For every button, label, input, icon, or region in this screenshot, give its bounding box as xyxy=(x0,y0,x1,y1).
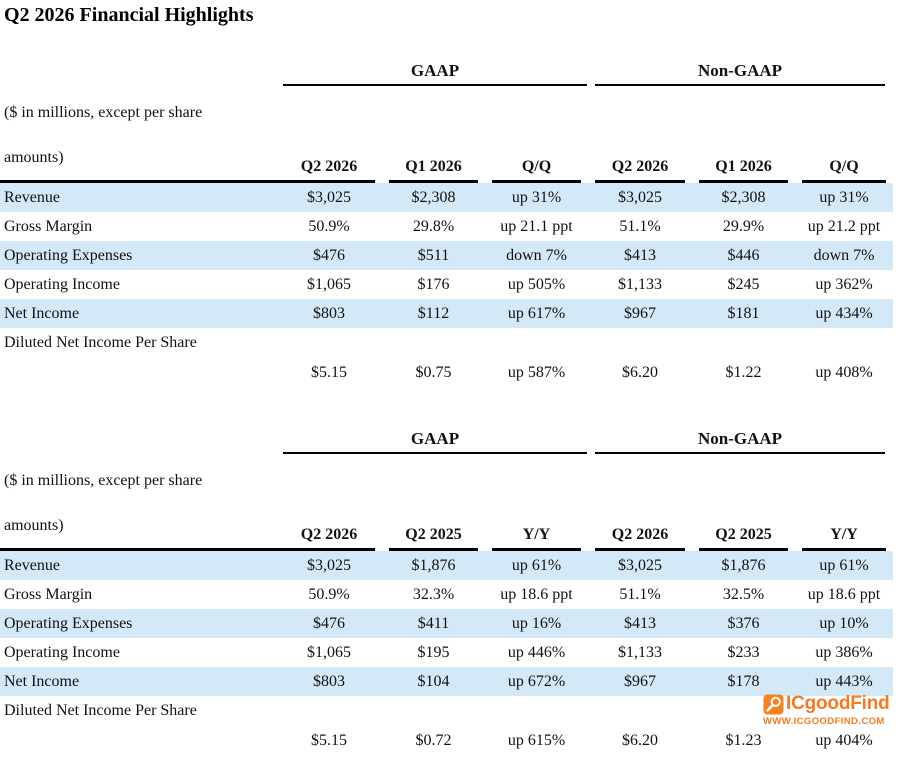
column-header: Q2 2026 xyxy=(283,86,389,183)
table-cell: 50.9% xyxy=(308,217,350,235)
table-cell: $3,025 xyxy=(595,183,699,212)
row-label: Operating Income xyxy=(4,275,120,293)
table-row xyxy=(0,638,893,667)
table-cell: 50.9% xyxy=(308,585,350,603)
table-cell: $1.22 xyxy=(725,364,762,381)
column-header: Q2 2025 xyxy=(699,454,802,551)
table-cell: up 18.6 ppt xyxy=(807,585,881,603)
watermark-logo xyxy=(763,693,899,715)
table-row xyxy=(0,580,893,609)
table-cell: $233 xyxy=(727,643,760,661)
table-cell: $5.15 xyxy=(311,732,347,749)
table-cell: up 672% xyxy=(492,667,595,696)
table-cell: $1,065 xyxy=(307,275,351,293)
column-header: Q/Q xyxy=(492,86,595,183)
table-cell: $2,308 xyxy=(389,183,492,212)
row-label: Operating Income xyxy=(4,643,120,661)
table-cell: $413 xyxy=(595,241,699,270)
table-cell: up 61% xyxy=(802,551,893,580)
table-cell: $0.72 xyxy=(415,732,452,749)
column-header: Q2 2025 xyxy=(389,454,492,551)
table-row xyxy=(0,328,893,389)
table-cell: $0.75 xyxy=(415,364,452,381)
table-cell: $181 xyxy=(699,299,802,328)
table-cell: $376 xyxy=(699,609,802,638)
table-cell: 29.9% xyxy=(722,217,765,235)
table-cell: up 587% xyxy=(507,364,566,381)
table-row xyxy=(0,270,893,299)
table-cell: 51.1% xyxy=(619,585,661,603)
units-note-line-2: amounts) xyxy=(4,149,64,166)
column-header: Q2 2026 xyxy=(283,454,389,551)
group-header-non-gaap xyxy=(595,52,893,86)
group-header-gaap-label: GAAP xyxy=(410,429,460,448)
table-cell: $5.15 xyxy=(311,364,347,381)
table-row xyxy=(0,299,893,328)
row-label: Gross Margin xyxy=(4,217,93,235)
tables-container xyxy=(0,52,899,757)
table-cell: $112 xyxy=(389,299,492,328)
table-cell: 32.5% xyxy=(722,585,765,603)
table-cell: up 362% xyxy=(815,275,873,293)
table-cell: $176 xyxy=(417,275,450,293)
table-cell: $411 xyxy=(389,609,492,638)
table-cell: $3,025 xyxy=(595,551,699,580)
table-cell: 29.8% xyxy=(412,217,455,235)
table-cell: $178 xyxy=(699,667,802,696)
row-label: Revenue xyxy=(0,183,283,212)
table-cell: $803 xyxy=(283,299,389,328)
row-label: Operating Expenses xyxy=(0,241,283,270)
column-header-row xyxy=(0,454,893,551)
column-header: Q/Q xyxy=(802,86,893,183)
column-header: Q1 2026 xyxy=(389,86,492,183)
units-note xyxy=(0,454,283,551)
group-header-spacer xyxy=(0,52,283,86)
table-cell: $1,876 xyxy=(699,551,802,580)
group-header-gaap xyxy=(283,420,595,454)
group-header-row xyxy=(0,420,893,454)
table-row xyxy=(0,551,893,580)
table-cell: $3,025 xyxy=(283,183,389,212)
financial-table-quarter-over-quarter xyxy=(0,52,893,389)
row-label: Revenue xyxy=(0,551,283,580)
table-cell: up 386% xyxy=(815,643,873,661)
table-row xyxy=(0,667,893,696)
group-header-non-gaap xyxy=(595,420,893,454)
group-header-spacer xyxy=(0,420,283,454)
table-cell: up 31% xyxy=(802,183,893,212)
page-title: Q2 2026 Financial Highlights xyxy=(4,4,254,26)
column-header: Q2 2026 xyxy=(595,454,699,551)
row-label: Net Income xyxy=(0,299,283,328)
table-cell: up 21.1 ppt xyxy=(500,217,573,235)
row-label: Gross Margin xyxy=(4,585,93,603)
table-cell: $476 xyxy=(283,609,389,638)
table-cell: $446 xyxy=(699,241,802,270)
table-cell: $6.20 xyxy=(622,364,659,381)
group-header-gaap-label: GAAP xyxy=(410,61,460,80)
table-cell: $104 xyxy=(389,667,492,696)
units-note-line-2: amounts) xyxy=(4,517,64,534)
group-header-row xyxy=(0,52,893,86)
watermark xyxy=(763,693,899,727)
table-cell: up 61% xyxy=(492,551,595,580)
units-note-line-1: ($ in millions, except per share xyxy=(4,104,203,121)
table-cell: $476 xyxy=(283,241,389,270)
column-header: Y/Y xyxy=(492,454,595,551)
table-cell: up 615% xyxy=(507,732,566,749)
table-cell: up 404% xyxy=(815,732,873,749)
table-cell: $413 xyxy=(595,609,699,638)
table-cell: up 18.6 ppt xyxy=(500,585,573,603)
table-cell: down 7% xyxy=(492,241,595,270)
table-cell: $1.23 xyxy=(725,732,762,749)
table-cell: $511 xyxy=(389,241,492,270)
table-cell: $3,025 xyxy=(283,551,389,580)
table-cell: $2,308 xyxy=(699,183,802,212)
table-cell: up 21.2 ppt xyxy=(807,217,881,235)
group-header-gaap xyxy=(283,52,595,86)
document-page xyxy=(0,4,899,757)
table-cell: $6.20 xyxy=(622,732,659,749)
table-cell: $1,133 xyxy=(618,643,663,661)
column-header: Q2 2026 xyxy=(595,86,699,183)
row-label: Diluted Net Income Per Share xyxy=(4,702,197,719)
table-cell: up 16% xyxy=(492,609,595,638)
watermark-url: WWW.ICGOODFIND.COM xyxy=(763,716,885,727)
units-note-line-1: ($ in millions, except per share xyxy=(4,472,203,489)
table-cell: $1,876 xyxy=(389,551,492,580)
group-header-non-gaap-label: Non-GAAP xyxy=(697,429,783,448)
column-header-row xyxy=(0,86,893,183)
row-label: Operating Expenses xyxy=(0,609,283,638)
table-cell: $967 xyxy=(595,299,699,328)
table-cell: up 443% xyxy=(802,667,893,696)
column-header: Y/Y xyxy=(802,454,893,551)
table-row xyxy=(0,609,893,638)
table-cell: up 10% xyxy=(802,609,893,638)
table-row xyxy=(0,183,893,212)
table-cell: $1,065 xyxy=(307,643,351,661)
group-header-non-gaap-label: Non-GAAP xyxy=(697,61,783,80)
table-cell: $195 xyxy=(417,643,450,661)
table-cell: $803 xyxy=(283,667,389,696)
magnifier-icon xyxy=(763,694,784,715)
column-header: Q1 2026 xyxy=(699,86,802,183)
table-cell: up 408% xyxy=(815,364,873,381)
row-label: Net Income xyxy=(0,667,283,696)
table-cell: up 31% xyxy=(492,183,595,212)
table-cell: up 446% xyxy=(507,643,566,661)
table-row xyxy=(0,241,893,270)
table-cell: 32.3% xyxy=(412,585,455,603)
units-note xyxy=(0,86,283,183)
row-label: Diluted Net Income Per Share xyxy=(4,334,197,351)
table-cell: up 434% xyxy=(802,299,893,328)
table-row xyxy=(0,696,893,757)
table-cell: up 617% xyxy=(492,299,595,328)
table-cell: $967 xyxy=(595,667,699,696)
table-cell: $1,133 xyxy=(618,275,663,293)
table-row xyxy=(0,212,893,241)
table-cell: down 7% xyxy=(802,241,893,270)
table-cell: 51.1% xyxy=(619,217,661,235)
table-cell: $245 xyxy=(727,275,760,293)
table-cell: up 505% xyxy=(507,275,566,293)
watermark-brand: ICgoodFind xyxy=(786,693,890,714)
financial-table-year-over-year xyxy=(0,420,893,757)
